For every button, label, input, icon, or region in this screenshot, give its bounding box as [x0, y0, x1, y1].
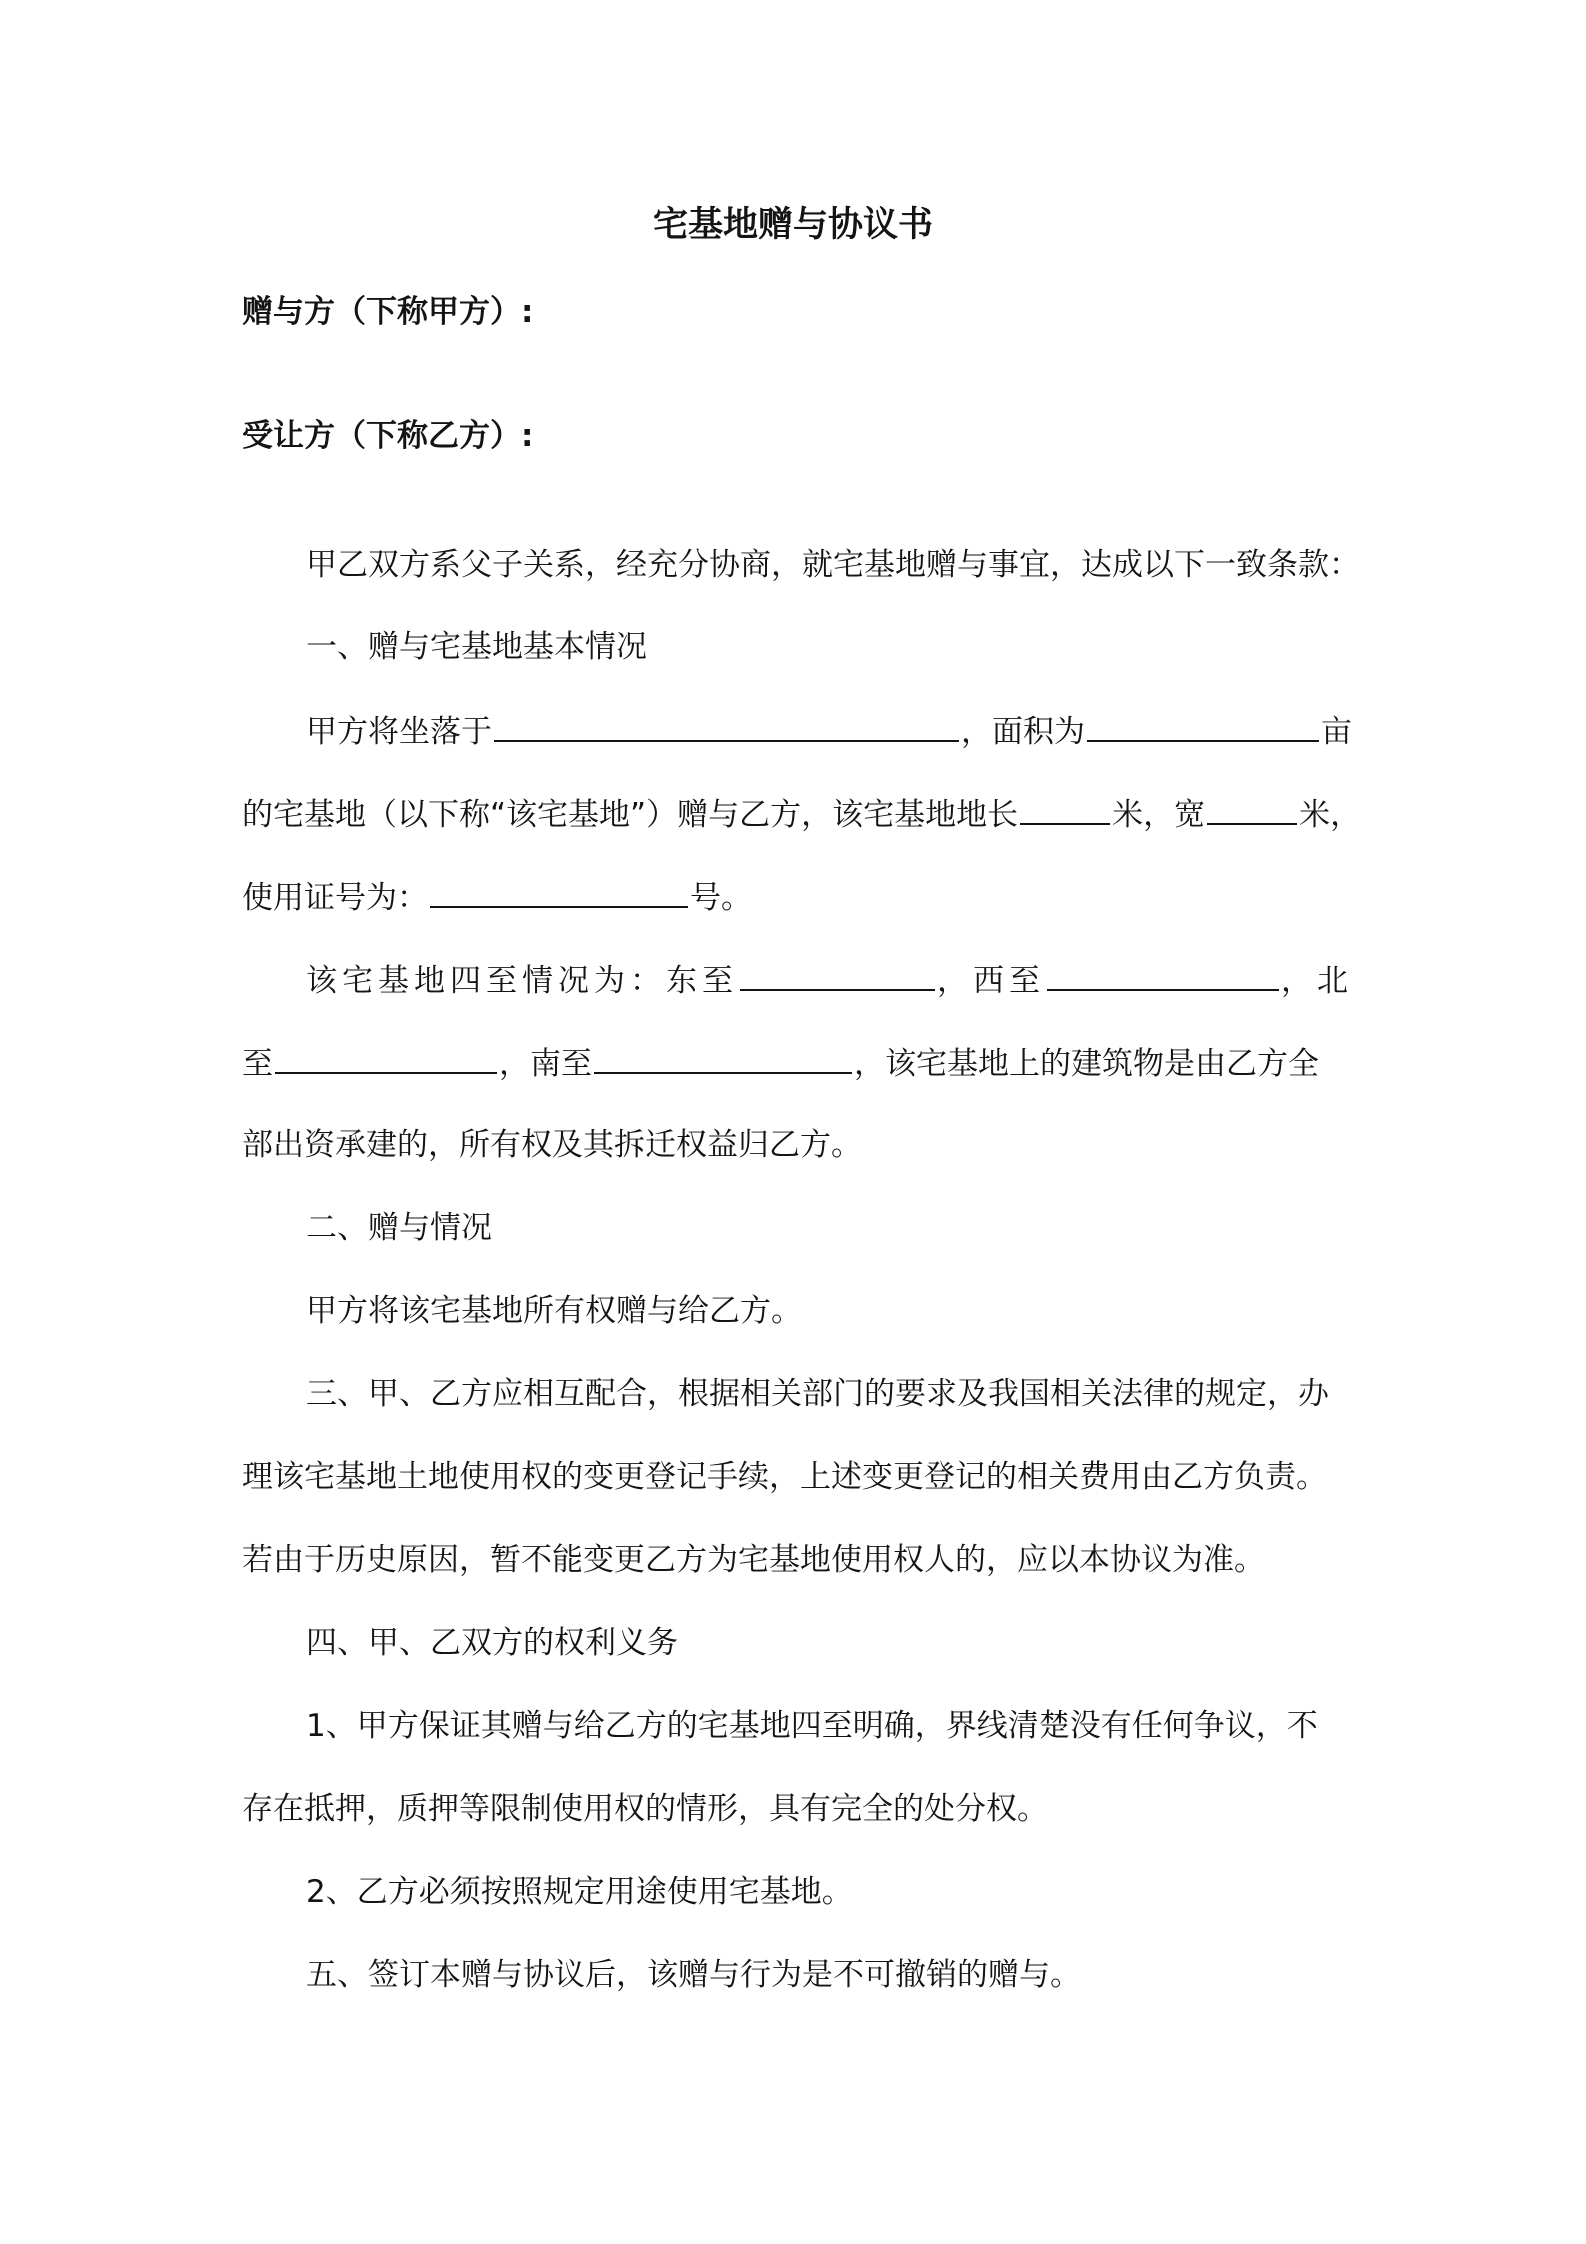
boundaries-line: [242, 957, 1416, 1003]
section-1-heading: 一、赠与宅基地基本情况: [306, 629, 647, 665]
certificate-number-blank[interactable]: [430, 874, 688, 908]
width-blank[interactable]: [1207, 791, 1297, 825]
north-label: ，北: [1281, 963, 1353, 999]
ownership-line: 部出资承建的，所有权及其拆迁权益归乙方。: [242, 1127, 862, 1163]
section-3-line-3: 若由于历史原因，暂不能变更乙方为宅基地使用权人的，应以本协议为准。: [242, 1542, 1265, 1578]
party-a-label: 赠与方（下称甲方）:: [242, 294, 534, 330]
building-text: ，该宅基地上的建筑物是由乙方全: [854, 1046, 1319, 1082]
boundaries-line-2: [242, 1040, 1352, 1086]
east-label: 该宅基地四至情况为：东至: [306, 963, 738, 999]
width-unit: 米，: [1299, 797, 1362, 833]
section-2-heading: 二、赠与情况: [306, 1210, 492, 1246]
section-4-item-1-line-2: 存在抵押，质押等限制使用权的情形，具有完全的处分权。: [242, 1791, 1048, 1827]
width-label: 米，宽: [1112, 797, 1206, 833]
section-2-text: 甲方将该宅基地所有权赠与给乙方。: [306, 1293, 802, 1329]
certificate-line: [242, 874, 1352, 920]
east-blank[interactable]: [740, 957, 935, 991]
document-title: 宅基地赠与协议书: [652, 205, 933, 245]
certificate-label: 使用证号为：: [242, 880, 428, 916]
dimension-line: [242, 791, 1362, 837]
section-3-line-1: 三、甲、乙方应相互配合，根据相关部门的要求及我国相关法律的规定，办: [306, 1376, 1329, 1412]
length-blank[interactable]: [1020, 791, 1110, 825]
intro-paragraph: 甲乙双方系父子关系，经充分协商，就宅基地赠与事宜，达成以下一致条款：: [306, 547, 1360, 583]
location-label: 甲方将坐落于: [306, 714, 492, 750]
area-unit: 亩: [1321, 714, 1352, 750]
location-line: [242, 708, 1416, 754]
west-label: ，西至: [937, 963, 1045, 999]
west-blank[interactable]: [1047, 957, 1279, 991]
location-blank[interactable]: [494, 708, 959, 742]
dimension-text: 的宅基地（以下称“该宅基地”）赠与乙方，该宅基地地长: [242, 797, 1019, 833]
north-label-end: 至: [242, 1046, 273, 1082]
section-3-line-2: 理该宅基地土地使用权的变更登记手续，上述变更登记的相关费用由乙方负责。: [242, 1459, 1327, 1495]
south-label: ，南至: [499, 1046, 592, 1082]
party-b-label: 受让方（下称乙方）:: [242, 418, 534, 454]
section-4-item-1-line-1: 1、甲方保证其赠与给乙方的宅基地四至明确，界线清楚没有任何争议，不: [306, 1708, 1318, 1744]
north-blank[interactable]: [275, 1040, 497, 1074]
section-5-text: 五、签订本赠与协议后，该赠与行为是不可撤销的赠与。: [306, 1957, 1081, 1993]
area-blank[interactable]: [1087, 708, 1319, 742]
section-4-heading: 四、甲、乙双方的权利义务: [306, 1625, 678, 1661]
certificate-suffix: 号。: [690, 880, 752, 916]
section-4-item-2: 2、乙方必须按照规定用途使用宅基地。: [306, 1874, 853, 1910]
area-label: ，面积为: [961, 714, 1085, 750]
south-blank[interactable]: [594, 1040, 852, 1074]
